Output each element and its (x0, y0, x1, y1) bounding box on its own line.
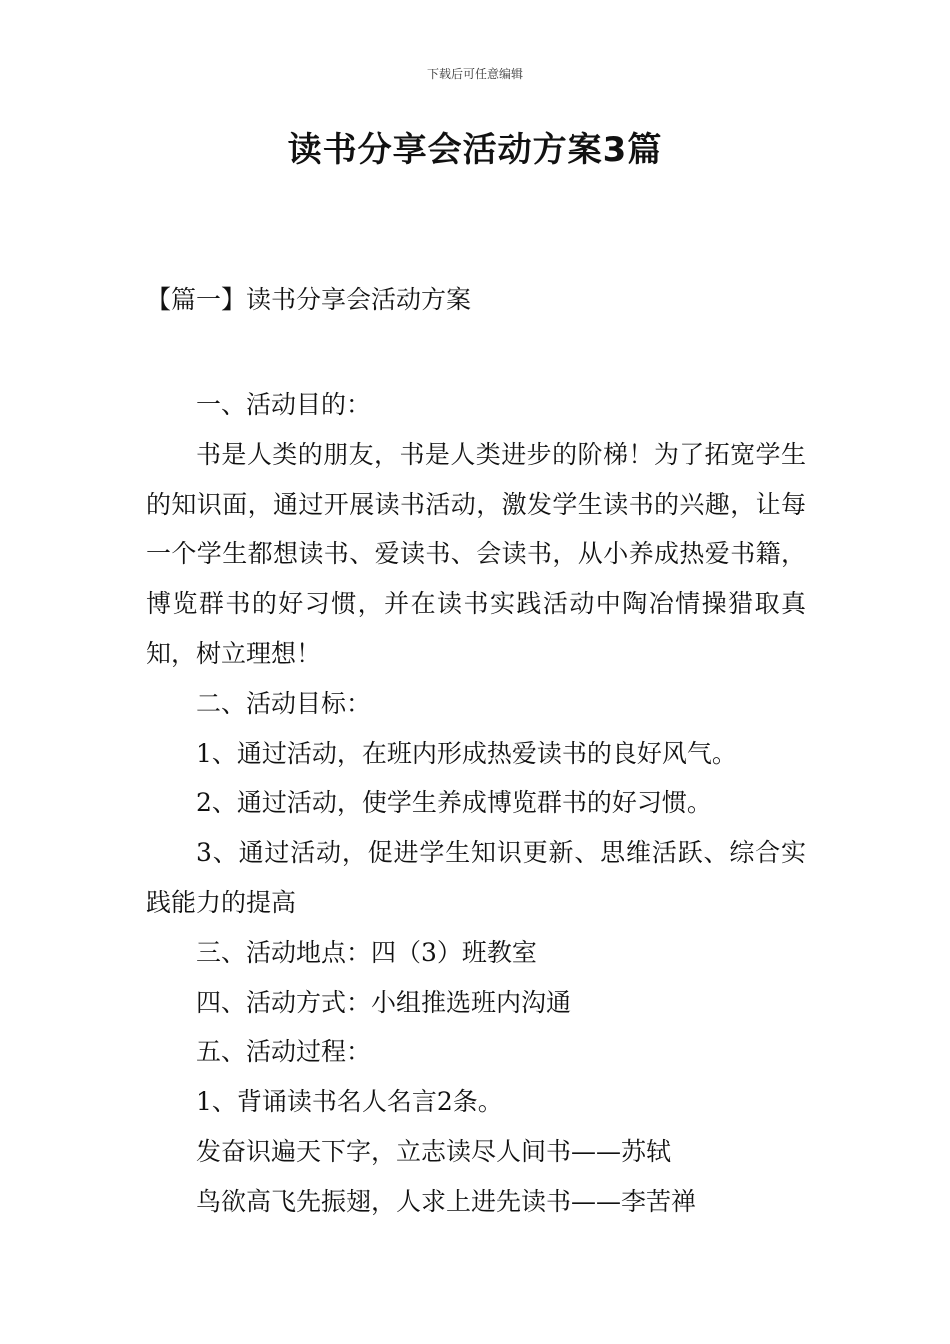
goal-item-2: 2、通过活动，使学生养成博览群书的好习惯。 (196, 788, 712, 818)
goal-item-1: 1、通过活动，在班内形成热爱读书的良好风气。 (196, 738, 737, 768)
goal-item-3: 3、通过活动，促进学生知识更新、思维活跃、综合实践能力的提高 (146, 838, 806, 917)
purpose-paragraph: 书是人类的朋友，书是人类进步的阶梯！为了拓宽学生的知识面，通过开展读书活动，激发学生读书的兴趣，让每一个学生都想读书、爱读书、会读书，从小养成热爱书籍，博览群书的好习惯，并在读书实践活动中陶冶情操猎取真知，树立理想！ (146, 439, 806, 668)
heading-activity-goals: 二、活动目标： (196, 688, 372, 718)
document-title: 读书分享会活动方案3篇 (287, 130, 663, 170)
section-heading: 【篇一】读书分享会活动方案 (146, 285, 472, 314)
heading-activity-process: 五、活动过程： (196, 1037, 372, 1067)
header-note: 下载后可任意编辑 (426, 67, 523, 81)
heading-activity-purpose: 一、活动目的： (196, 390, 372, 419)
document-body (146, 380, 806, 1227)
quote-su-shi: 发奋识遍天下字，立志读尽人间书——苏轼 (196, 1136, 672, 1166)
activity-location: 三、活动地点：四（3）班教室 (196, 937, 537, 967)
process-step-1: 1、背诵读书名人名言2条。 (196, 1087, 503, 1117)
quote-li-kuchan: 鸟欲高飞先振翅，人求上进先读书——李苦禅 (196, 1186, 697, 1216)
activity-method: 四、活动方式：小组推选班内沟通 (196, 987, 572, 1017)
